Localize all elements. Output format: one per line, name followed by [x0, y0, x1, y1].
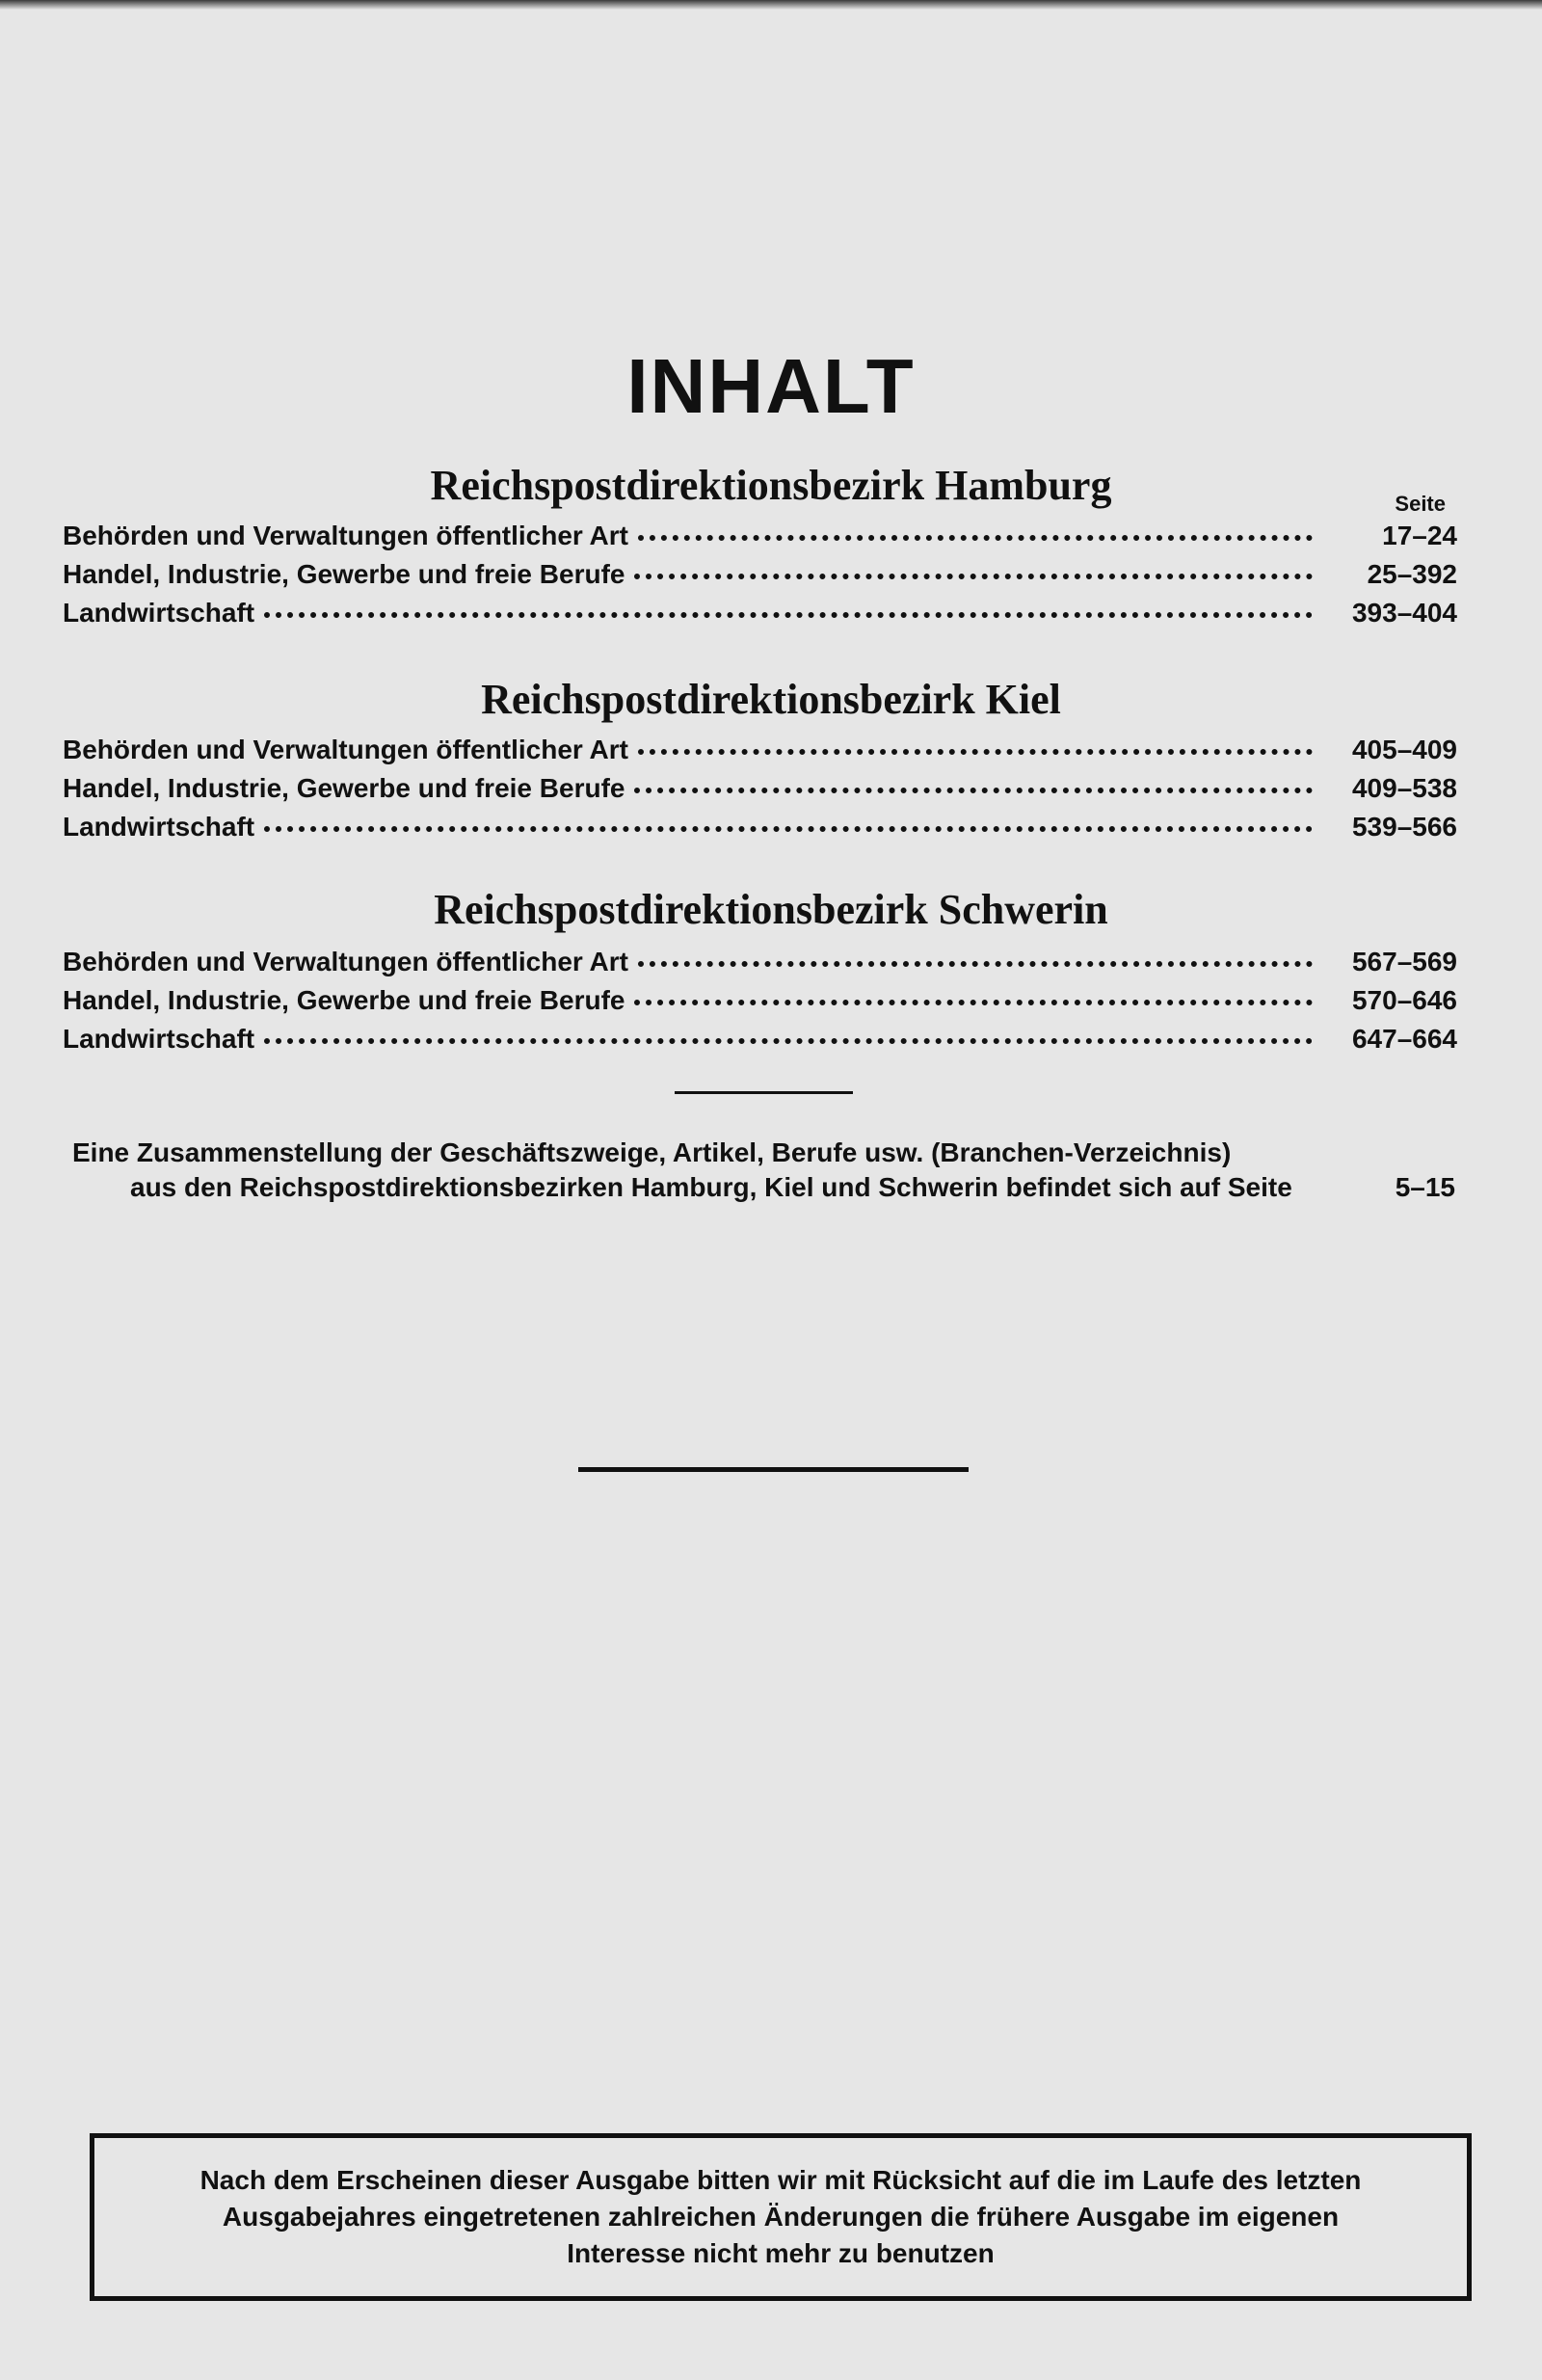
- toc-entry-label: Behörden und Verwaltungen öffentlicher Art: [63, 947, 629, 976]
- dot-leader: [634, 574, 1313, 579]
- toc-entry-pages: 570–646: [1351, 985, 1457, 1015]
- summary-line-2: aus den Reichspostdirektionsbezirken Hamburg, Kiel und Schwerin befindet sich auf Seite: [130, 1172, 1292, 1202]
- notice-text: Nach dem Erscheinen dieser Ausgabe bitten wir mit Rücksicht auf die im Laufe des letzten Ausgabejahres eingetretenen zahlreichen Änderungen die frühere Ausgabe im eigenen Interesse nicht mehr zu benutzen: [199, 2165, 1362, 2268]
- toc-entry-pages: 405–409: [1351, 735, 1457, 764]
- section-heading-schwerin: Reichspostdirektionsbezirk Schwerin: [434, 886, 1108, 933]
- dot-leader: [264, 1038, 1313, 1044]
- divider-short: [675, 1091, 853, 1094]
- summary-line-1: Eine Zusammenstellung der Geschäftszweige, Artikel, Berufe usw. (Branchen-Verzeichnis): [72, 1137, 1232, 1167]
- toc-entry: [63, 812, 1457, 850]
- toc-entry-pages: 567–569: [1351, 947, 1457, 976]
- seite-column-label: Seite: [1395, 492, 1446, 516]
- notice-box: [90, 2133, 1472, 2301]
- toc-entry-pages: 17–24: [1382, 521, 1457, 550]
- toc-entry-pages: 393–404: [1351, 598, 1457, 628]
- page-title: INHALT: [626, 343, 916, 429]
- toc-entry-pages: 647–664: [1351, 1024, 1457, 1054]
- toc-entry-label: Landwirtschaft: [63, 812, 255, 842]
- dot-leader: [264, 612, 1313, 618]
- section-heading-kiel: Reichspostdirektionsbezirk Kiel: [481, 676, 1061, 723]
- dot-leader: [264, 826, 1313, 832]
- divider-long: [578, 1467, 969, 1472]
- dot-leader: [638, 961, 1313, 967]
- toc-entry-label: Handel, Industrie, Gewerbe und freie Berufe: [63, 559, 625, 589]
- scan-top-edge: [0, 0, 1542, 10]
- toc-entry: [63, 773, 1457, 812]
- toc-entry-pages: 409–538: [1351, 773, 1457, 803]
- toc-entry: [63, 985, 1457, 1024]
- toc-entry: [63, 735, 1457, 773]
- toc-entry-label: Handel, Industrie, Gewerbe und freie Berufe: [63, 985, 625, 1015]
- toc-entry-label: Landwirtschaft: [63, 1024, 255, 1054]
- toc-entry-pages: 25–392: [1367, 559, 1457, 589]
- section-heading-hamburg: Reichspostdirektionsbezirk Hamburg: [430, 462, 1112, 509]
- toc-entry-label: Handel, Industrie, Gewerbe und freie Berufe: [63, 773, 625, 803]
- toc-entry: [63, 1024, 1457, 1062]
- toc-entry-label: Landwirtschaft: [63, 598, 255, 628]
- dot-leader: [638, 749, 1313, 755]
- toc-entry-label: Behörden und Verwaltungen öffentlicher Art: [63, 521, 629, 550]
- dot-leader: [638, 535, 1313, 541]
- dot-leader: [634, 788, 1313, 793]
- toc-entry: [63, 521, 1457, 559]
- toc-entry-label: Behörden und Verwaltungen öffentlicher Art: [63, 735, 629, 764]
- toc-entry: [63, 559, 1457, 598]
- toc-entry: [63, 947, 1457, 985]
- dot-leader: [634, 1000, 1313, 1005]
- summary-pages: 5–15: [1395, 1172, 1455, 1202]
- toc-entry-pages: 539–566: [1351, 812, 1457, 842]
- toc-entry: [63, 598, 1457, 636]
